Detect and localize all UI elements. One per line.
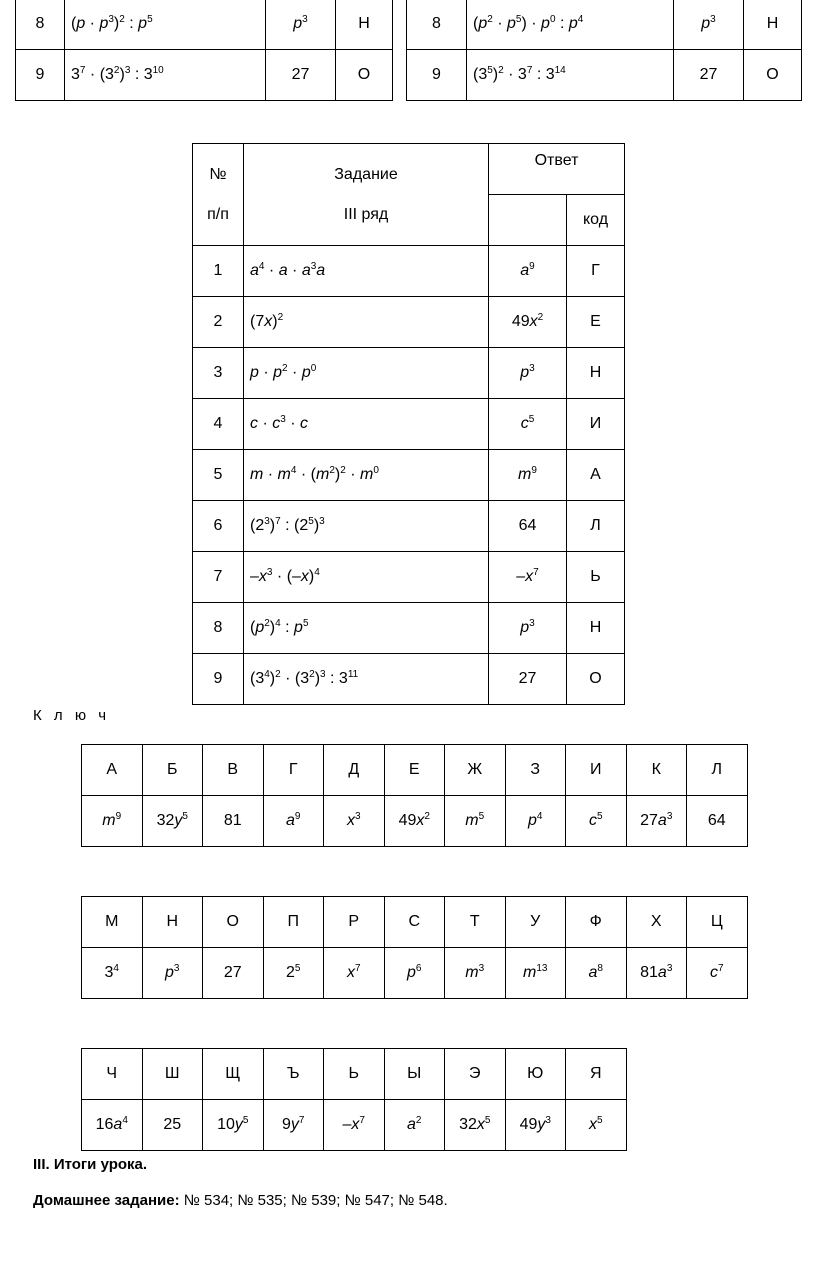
key-letter: Ь: [324, 1049, 385, 1100]
key-values-row: [82, 796, 748, 847]
header-num-line1: №: [209, 165, 227, 183]
key-letter: Ш: [142, 1049, 203, 1100]
top-left-answer-table: [15, 0, 393, 101]
key-value: $49y^3$: [505, 1100, 566, 1151]
row-task: $(p \cdot p^3)^2$ : $p^5$: [65, 0, 266, 50]
key-value: $p^4$: [505, 796, 566, 847]
top-right-rows: [407, 0, 802, 101]
key-value: $32x^5$: [445, 1100, 506, 1151]
row-answer: $m^9$: [489, 450, 567, 501]
row-answer: 27: [674, 50, 744, 101]
header-answer-empty: [489, 195, 567, 246]
table-row: [193, 297, 625, 348]
key-letter: У: [505, 897, 566, 948]
key-letter: Е: [384, 745, 445, 796]
key-letter: Ы: [384, 1049, 445, 1100]
top-right-answer-table: [406, 0, 802, 101]
key-letter: Я: [566, 1049, 627, 1100]
key-letter: Ц: [687, 897, 748, 948]
key-value: $-x^7$: [324, 1100, 385, 1151]
key-letter: В: [203, 745, 264, 796]
key-value: $3^4$: [82, 948, 143, 999]
key-letter: З: [505, 745, 566, 796]
key-value: $16a^4$: [82, 1100, 143, 1151]
key-letter: Ч: [82, 1049, 143, 1100]
key-letter: Д: [324, 745, 385, 796]
key-letter: Т: [445, 897, 506, 948]
table-row: [193, 501, 625, 552]
homework-label: Домашнее задание:: [33, 1192, 180, 1209]
lesson-summary-heading: III. Итоги урока.: [33, 1156, 148, 1173]
row-code: О: [567, 654, 625, 705]
key-value: $m^{13}$: [505, 948, 566, 999]
header-task-line1: Задание: [334, 165, 398, 183]
row-task: $a^4 \cdot a \cdot a^3a$: [244, 246, 489, 297]
key-letter: Б: [142, 745, 203, 796]
key-value: $m^5$: [445, 796, 506, 847]
row-task: $m \cdot m^4 \cdot (m^2)^2 \cdot m^0$: [244, 450, 489, 501]
row-code: Н: [567, 603, 625, 654]
header-code: код: [567, 195, 625, 246]
main-table-rows: [193, 246, 625, 705]
row-code: О: [744, 50, 802, 101]
key-value: $2^5$: [263, 948, 324, 999]
row-task: $(p^2)^4$ : $p^5$: [244, 603, 489, 654]
key-values-row: [82, 948, 748, 999]
table-row: [193, 399, 625, 450]
table-row: [407, 50, 802, 101]
key-value: 27: [203, 948, 264, 999]
key-letter: К: [626, 745, 687, 796]
table-row: [193, 603, 625, 654]
row-task: $p \cdot p^2 \cdot p^0$: [244, 348, 489, 399]
row-answer: 27: [266, 50, 336, 101]
row-num: 4: [193, 399, 244, 450]
row-task: $(2^3)^7$ : $(2^5)^3$: [244, 501, 489, 552]
key-letter: С: [384, 897, 445, 948]
row-task: $(3^5)^2 \cdot 3^7$ : $3^{14}$: [467, 50, 674, 101]
key-value: $a^9$: [263, 796, 324, 847]
row-task: $-x^3 \cdot (-x)^4$: [244, 552, 489, 603]
key-value: $p^6$: [384, 948, 445, 999]
key-letter: И: [566, 745, 627, 796]
key-value: 64: [687, 796, 748, 847]
row-num: 5: [193, 450, 244, 501]
key-table-3: [81, 1048, 627, 1151]
row-num: 7: [193, 552, 244, 603]
table-row: [193, 654, 625, 705]
homework-text: № 534; № 535; № 539; № 547; № 548.: [179, 1192, 448, 1209]
key-letter: Э: [445, 1049, 506, 1100]
key-value: 81: [203, 796, 264, 847]
row-code: Ь: [567, 552, 625, 603]
key-letter: Ъ: [263, 1049, 324, 1100]
row-answer: $c^5$: [489, 399, 567, 450]
row-num: 3: [193, 348, 244, 399]
row-answer: $p^3$: [489, 603, 567, 654]
row-code: А: [567, 450, 625, 501]
row-task: $(3^4)^2 \cdot (3^2)^3$ : $3^{11}$: [244, 654, 489, 705]
key-letter: Ф: [566, 897, 627, 948]
table-row: [193, 450, 625, 501]
table-row: [16, 0, 393, 50]
key-value: $a^2$: [384, 1100, 445, 1151]
row-code: О: [336, 50, 393, 101]
key-value: $9y^7$: [263, 1100, 324, 1151]
table-row: [193, 246, 625, 297]
key-letter: П: [263, 897, 324, 948]
row-answer: $-x^7$: [489, 552, 567, 603]
table-row: [407, 0, 802, 50]
key-value: $x^5$: [566, 1100, 627, 1151]
key-letter: Ю: [505, 1049, 566, 1100]
key-letter: Н: [142, 897, 203, 948]
row-num: 9: [16, 50, 65, 101]
row-code: Е: [567, 297, 625, 348]
row-num: 1: [193, 246, 244, 297]
table-row: [193, 348, 625, 399]
header-task: [244, 144, 489, 246]
header-task-line2: III ряд: [343, 205, 389, 223]
row-answer: 27: [489, 654, 567, 705]
key-letter: Р: [324, 897, 385, 948]
key-values-row: [82, 1100, 627, 1151]
row-code: Н: [336, 0, 393, 50]
key-value: $c^7$: [687, 948, 748, 999]
key-letter: Х: [626, 897, 687, 948]
top-left-rows: [16, 0, 393, 101]
key-value: 25: [142, 1100, 203, 1151]
row-task: $c \cdot c^3 \cdot c$: [244, 399, 489, 450]
row-answer: 64: [489, 501, 567, 552]
key-value: $m^3$: [445, 948, 506, 999]
key-value: $10y^5$: [203, 1100, 264, 1151]
key-letters-row: [82, 897, 748, 948]
key-letters-row: [82, 745, 748, 796]
table-row: [193, 552, 625, 603]
key-value: $a^8$: [566, 948, 627, 999]
row-code: Н: [744, 0, 802, 50]
key-value: $32y^5$: [142, 796, 203, 847]
key-value: $m^9$: [82, 796, 143, 847]
key-letter: Г: [263, 745, 324, 796]
row-answer: $p^3$: [674, 0, 744, 50]
row-code: И: [567, 399, 625, 450]
key-letters-row: [82, 1049, 627, 1100]
row-answer: $a^9$: [489, 246, 567, 297]
row-answer: $p^3$: [266, 0, 336, 50]
key-value: $49x^2$: [384, 796, 445, 847]
key-value: $81a^3$: [626, 948, 687, 999]
table-row: [16, 50, 393, 101]
key-value: $c^5$: [566, 796, 627, 847]
row-num: 8: [407, 0, 467, 50]
key-letter: О: [203, 897, 264, 948]
key-letter: А: [82, 745, 143, 796]
row-num: 8: [193, 603, 244, 654]
row-num: 8: [16, 0, 65, 50]
key-value: $x^7$: [324, 948, 385, 999]
key-letter: Л: [687, 745, 748, 796]
row-code: Л: [567, 501, 625, 552]
row-num: 6: [193, 501, 244, 552]
key-table-2: [81, 896, 748, 999]
key-letter: Ж: [445, 745, 506, 796]
header-num-line2: п/п: [207, 205, 229, 223]
header-num: [193, 144, 244, 246]
task-table-row-3: [192, 143, 625, 705]
key-value: $27a^3$: [626, 796, 687, 847]
row-num: 9: [193, 654, 244, 705]
homework-line: [33, 1192, 448, 1209]
row-task: $(p^2 \cdot p^5) \cdot p^0$ : $p^4$: [467, 0, 674, 50]
header-answer: Ответ: [489, 144, 625, 195]
row-code: Н: [567, 348, 625, 399]
key-letter: М: [82, 897, 143, 948]
key-value: $p^3$: [142, 948, 203, 999]
key-value: $x^3$: [324, 796, 385, 847]
key-table-1: [81, 744, 748, 847]
key-letter: Щ: [203, 1049, 264, 1100]
row-num: 9: [407, 50, 467, 101]
row-task: $3^7 \cdot (3^2)^3$ : $3^{10}$: [65, 50, 266, 101]
row-answer: $p^3$: [489, 348, 567, 399]
row-answer: $49x^2$: [489, 297, 567, 348]
row-task: $(7x)^2$: [244, 297, 489, 348]
row-code: Г: [567, 246, 625, 297]
key-heading: К л ю ч: [33, 707, 111, 724]
row-num: 2: [193, 297, 244, 348]
